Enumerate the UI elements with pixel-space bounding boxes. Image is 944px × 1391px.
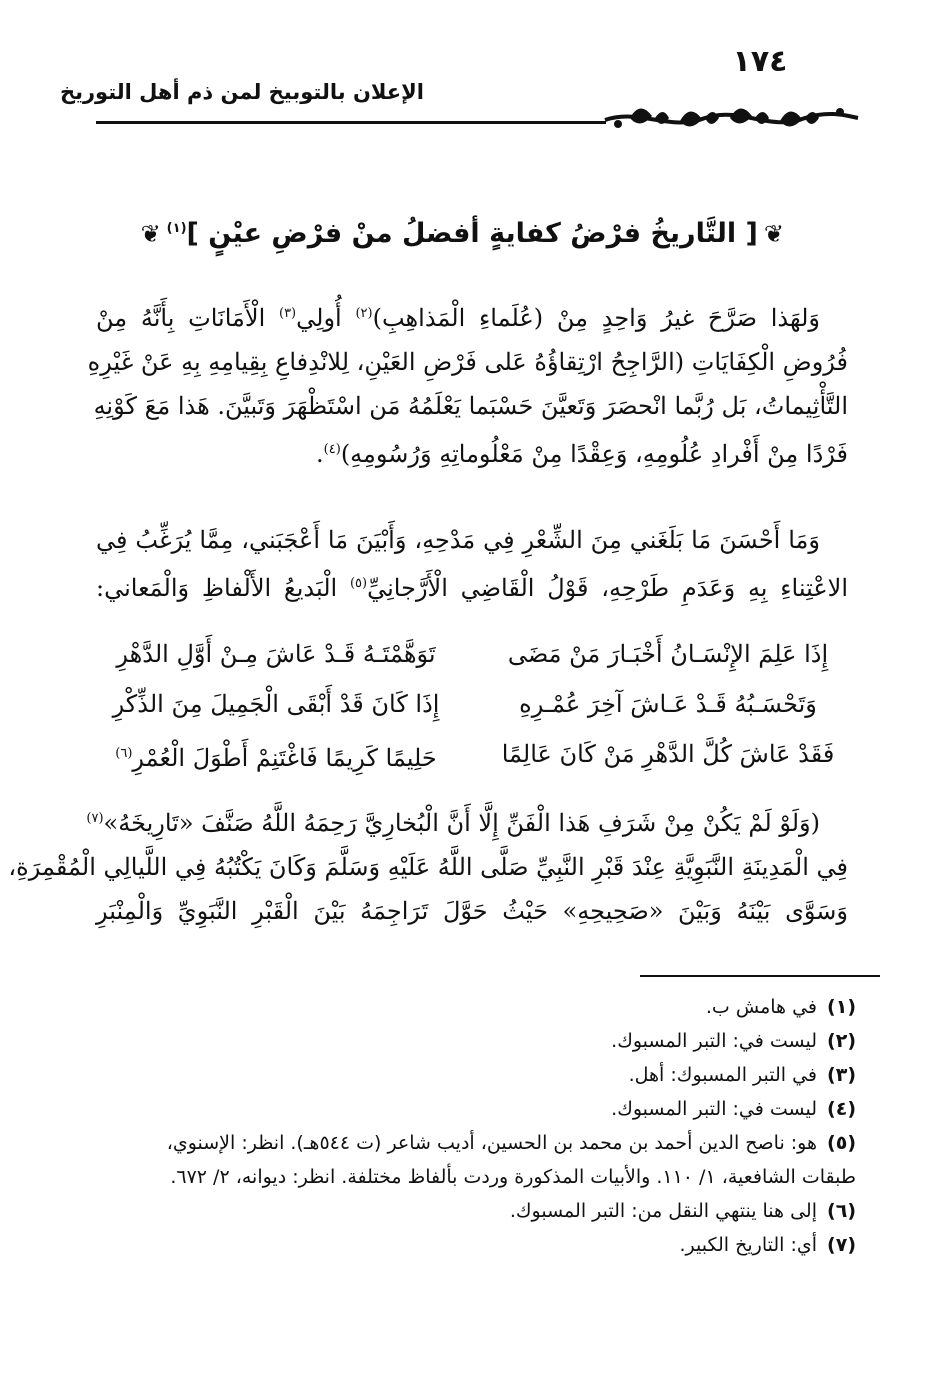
text-run: الاعْتِناءِ بِهِ وَعَدَمِ طَرْحِهِ، قَوْلُ الْقَاضِي الْأَرَّجانِيِّ <box>367 574 848 602</box>
footnote-text: ليست في: التبر المسبوك. <box>611 1030 818 1052</box>
footnote-number: (٤) <box>827 1098 856 1120</box>
footnote-marker: (٢) <box>355 306 373 321</box>
footnote-text: إلى هنا ينتهي النقل من: التبر المسبوك. <box>509 1200 818 1222</box>
text-line: وَسَوَّى بَيْنَهُ وَبَيْنَ «صَحِيحِهِ» حَيْثُ حَوَّلَ تَرَاجِمَهُ بَيْنَ الْقَبْرِ النَّبَوِيِّ وَالْمِنْبَرِ <box>96 897 848 925</box>
footnotes <box>96 990 856 1262</box>
footnote-text: هو: ناصح الدين أحمد بن محمد بن الحسين، أديب شاعر (ت ٥٤٤هـ). انظر: الإسنوي، <box>166 1132 818 1154</box>
footnote-number: (٣) <box>827 1064 856 1086</box>
footnote-number: (٧) <box>827 1234 856 1256</box>
footnote-number: (٢) <box>827 1030 856 1052</box>
footnote-text: في هامش ب. <box>705 996 818 1018</box>
verse-first-hemistich: فَقَدْ عَاشَ كُلَّ الدَّهْرِ مَنْ كَانَ عَالِمًا <box>501 740 835 768</box>
verse-second-hemistich: تَوَهَّمْتَـهُ قَـدْ عَاشَ مِـنْ أَوَّلِ الدَّهْرِ <box>116 640 436 668</box>
running-title: الإعلان بالتوبيخ لمن ذم أهل التوريخ <box>59 80 424 104</box>
floral-ornament-icon <box>600 88 860 148</box>
footnote-marker: (٦) <box>115 746 133 761</box>
footnote-marker: (٧) <box>86 811 104 826</box>
footnote-item <box>96 1194 856 1228</box>
text-line: فُرُوضِ الْكِفَايَاتِ (الرَّاجِحُ ارْتِقاؤُهُ عَلى فَرْضِ العَيْنِ، لِلانْدِفاعِ بِقِيامِهِ بِهِ عَنْ غَيْرِهِ <box>87 348 848 376</box>
footnote-item <box>96 1058 856 1092</box>
footnote-item-continuation: طبقات الشافعية، ١/ ١١٠. والأبيات المذكورة وردت بألفاظ مختلفة. انظر: ديوانه، ٢/ ٦٧٢. <box>170 1166 856 1188</box>
footnote-marker: (٣) <box>278 306 297 321</box>
footnote-item <box>96 1126 856 1160</box>
text-line <box>96 428 848 476</box>
footnote-separator <box>640 975 880 977</box>
paragraph-3 <box>8 797 848 933</box>
text-line <box>96 292 848 340</box>
verse-line <box>96 632 848 682</box>
header-rule <box>96 121 606 124</box>
verse-line <box>96 732 848 782</box>
footnote-number: (١) <box>827 996 856 1018</box>
footnote-item <box>96 990 856 1024</box>
text-run: وَلهَذا صَرَّحَ غيرُ وَاحِدٍ مِنْ (عُلَماءِ الْمَذاهِبِ) <box>372 304 820 332</box>
footnote-text: أي: التاريخ الكبير. <box>679 1234 818 1256</box>
footnote-number: (٥) <box>827 1132 856 1154</box>
verse-first-hemistich: وَتَحْسَـبُهُ قَـدْ عَـاشَ آخِرَ عُمْـرِهِ <box>519 690 817 718</box>
text-line: فِي الْمَدِينَةِ النَّبَوِيَّةِ عِنْدَ قَبْرِ النَّبِيِّ صَلَّى اللَّهُ عَلَيْهِ وَسَلَّمَ وَكَانَ يَكْتُبُهُ فِي اللَّيالِي الْمُقْمِرَةِ، <box>8 853 848 881</box>
verse-first-hemistich: إِذَا عَلِمَ الإِنْسَـانُ أَخْبَـارَ مَنْ مَضَى <box>507 640 829 668</box>
text-run: الْبَديعُ الأَلْفاظِ وَالْمَعاني: <box>96 574 350 602</box>
text-run: أُولِي <box>296 304 356 332</box>
text-run: . <box>316 440 324 468</box>
page-number: ١٧٤ <box>732 44 788 79</box>
footnote-text: في التبر المسبوك: أهل. <box>628 1064 818 1086</box>
footnote-item <box>96 1092 856 1126</box>
text-run: حَلِيمًا كَرِيمًا فَاغْتَنِمْ أَطْوَلَ الْعُمْرِ <box>132 744 437 772</box>
text-line: التَّأْثِيماتُ، بَل رُبَّما انْحصَرَ وَتَعيَّنَ حَسْبَما يَعْلَمُهُ مَن اسْتَظْهَرَ وَتَبيَّنَ. هَذا مَعَ كَوْنِهِ <box>93 392 848 420</box>
text-run: فَرْدًا مِنْ أَفْرادِ عُلُومِهِ، وَعِقْدًا مِنْ مَعْلُوماتِهِ وَرُسُومِهِ) <box>340 440 848 468</box>
verse-line <box>96 682 848 732</box>
footnote-marker: (١) <box>166 221 187 236</box>
footnote-marker: (٥) <box>349 576 368 591</box>
text-run: (وَلَوْ لَمْ يَكُنْ مِنْ شَرَفِ هَذا الْفَنِّ إِلَّا أَنَّ الْبُخارِيَّ رَحِمَهُ اللَّهُ صَنَّفَ «تَارِيخَهُ» <box>103 809 820 837</box>
footnote-marker: (٤) <box>323 442 341 457</box>
footnote-number: (٦) <box>827 1200 856 1222</box>
text-line <box>86 797 848 845</box>
verse-second-hemistich <box>96 732 456 782</box>
text-line: وَمَا أَحْسَنَ مَا بَلَغَني مِنَ الشِّعْرِ فِي مَدْحِهِ، وَأَبْيَنَ مَا أَعْجَبَني، مِمَّا يُرَغِّبُ فِي <box>96 526 820 554</box>
paragraph-1 <box>87 292 848 476</box>
section-heading <box>140 218 790 249</box>
heading-text: [ التَّاريخُ فرْضُ كفايةٍ أفضلُ منْ فرْضِ عيْنٍ ] <box>186 218 758 249</box>
paragraph-2 <box>96 518 848 610</box>
text-run: الْأَمَانَاتِ بِأَنَّهُ مِنْ <box>96 304 279 332</box>
verse-second-hemistich: إِذَا كَانَ قَدْ أَبْقَى الْجَمِيلَ مِنَ الذِّكْرِ <box>112 690 440 718</box>
heading-ornament-left-icon: ❦ <box>140 220 161 248</box>
footnote-item <box>96 1228 856 1262</box>
text-line <box>96 562 848 610</box>
footnote-item <box>96 1024 856 1058</box>
footnote-text: ليست في: التبر المسبوك. <box>611 1098 818 1120</box>
heading-ornament-right-icon: ❦ <box>763 220 784 248</box>
poem-verses <box>96 632 848 782</box>
